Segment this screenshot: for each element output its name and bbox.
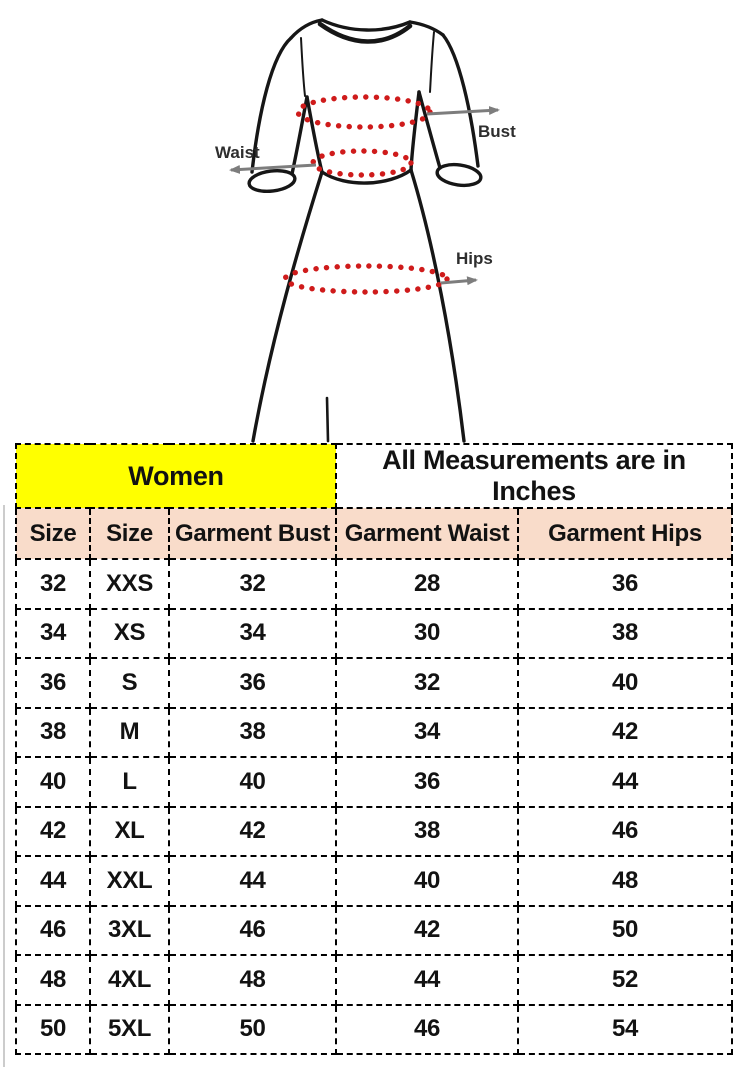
waist-ellipse [313,151,411,175]
cell-garment-hips: 36 [518,559,732,609]
cell-garment-hips: 50 [518,906,732,956]
cell-garment-waist: 38 [336,807,518,857]
column-header-size-letter: Size [90,508,169,559]
table-row [16,757,732,807]
cell-garment-bust: 38 [169,708,336,758]
cell-size-letter: XS [90,609,169,659]
table-row [16,807,732,857]
table-row [16,609,732,659]
cell-garment-waist: 46 [336,1005,518,1055]
cell-garment-waist: 36 [336,757,518,807]
cell-garment-bust: 34 [169,609,336,659]
cell-garment-waist: 32 [336,658,518,708]
hips-label: Hips [456,249,493,268]
cell-garment-bust: 46 [169,906,336,956]
cell-size-number: 42 [16,807,90,857]
cell-garment-hips: 46 [518,807,732,857]
cell-garment-hips: 44 [518,757,732,807]
dress-measurement-diagram [0,0,746,443]
cell-garment-hips: 42 [518,708,732,758]
table-row [16,658,732,708]
table-row [16,906,732,956]
cell-size-number: 46 [16,906,90,956]
column-header-row [16,508,732,559]
column-header-garment-hips: Garment Hips [518,508,732,559]
hips-ellipse [285,266,447,292]
cell-size-number: 34 [16,609,90,659]
cell-garment-hips: 40 [518,658,732,708]
cell-garment-bust: 42 [169,807,336,857]
cell-garment-waist: 34 [336,708,518,758]
bust-arrow [427,110,498,114]
cell-garment-waist: 44 [336,955,518,1005]
left-edge-line [3,505,5,1067]
measurements-note-cell: All Measurements are in Inches [336,444,732,508]
cell-garment-hips: 48 [518,856,732,906]
cell-garment-bust: 44 [169,856,336,906]
cell-garment-bust: 36 [169,658,336,708]
women-header-cell: Women [16,444,336,508]
cell-size-number: 38 [16,708,90,758]
dress-outline [248,20,482,441]
cell-size-number: 36 [16,658,90,708]
size-chart-table [15,443,733,1055]
cell-garment-hips: 54 [518,1005,732,1055]
table-row [16,955,732,1005]
cell-size-letter: M [90,708,169,758]
cell-size-number: 40 [16,757,90,807]
table-row [16,856,732,906]
column-header-garment-waist: Garment Waist [336,508,518,559]
table-row [16,708,732,758]
cell-size-letter: L [90,757,169,807]
table-row [16,1005,732,1055]
cell-size-letter: 5XL [90,1005,169,1055]
cell-size-letter: S [90,658,169,708]
cell-garment-waist: 30 [336,609,518,659]
cell-garment-bust: 48 [169,955,336,1005]
cell-garment-bust: 40 [169,757,336,807]
bust-label: Bust [478,122,516,141]
cell-garment-waist: 40 [336,856,518,906]
cell-size-letter: 3XL [90,906,169,956]
cell-size-letter: XXL [90,856,169,906]
cell-size-number: 50 [16,1005,90,1055]
group-header-row [16,444,732,508]
cell-size-number: 44 [16,856,90,906]
cell-size-letter: 4XL [90,955,169,1005]
measurement-ellipses [285,97,447,292]
waist-label: Waist [215,143,260,162]
cell-garment-bust: 32 [169,559,336,609]
column-header-garment-bust: Garment Bust [169,508,336,559]
table-row [16,559,732,609]
column-header-size-number: Size [16,508,90,559]
cell-garment-waist: 42 [336,906,518,956]
cell-garment-bust: 50 [169,1005,336,1055]
cell-size-number: 32 [16,559,90,609]
cell-garment-hips: 38 [518,609,732,659]
cell-size-number: 48 [16,955,90,1005]
bust-ellipse [298,97,430,127]
cell-garment-hips: 52 [518,955,732,1005]
cell-size-letter: XL [90,807,169,857]
cell-garment-waist: 28 [336,559,518,609]
cell-size-letter: XXS [90,559,169,609]
